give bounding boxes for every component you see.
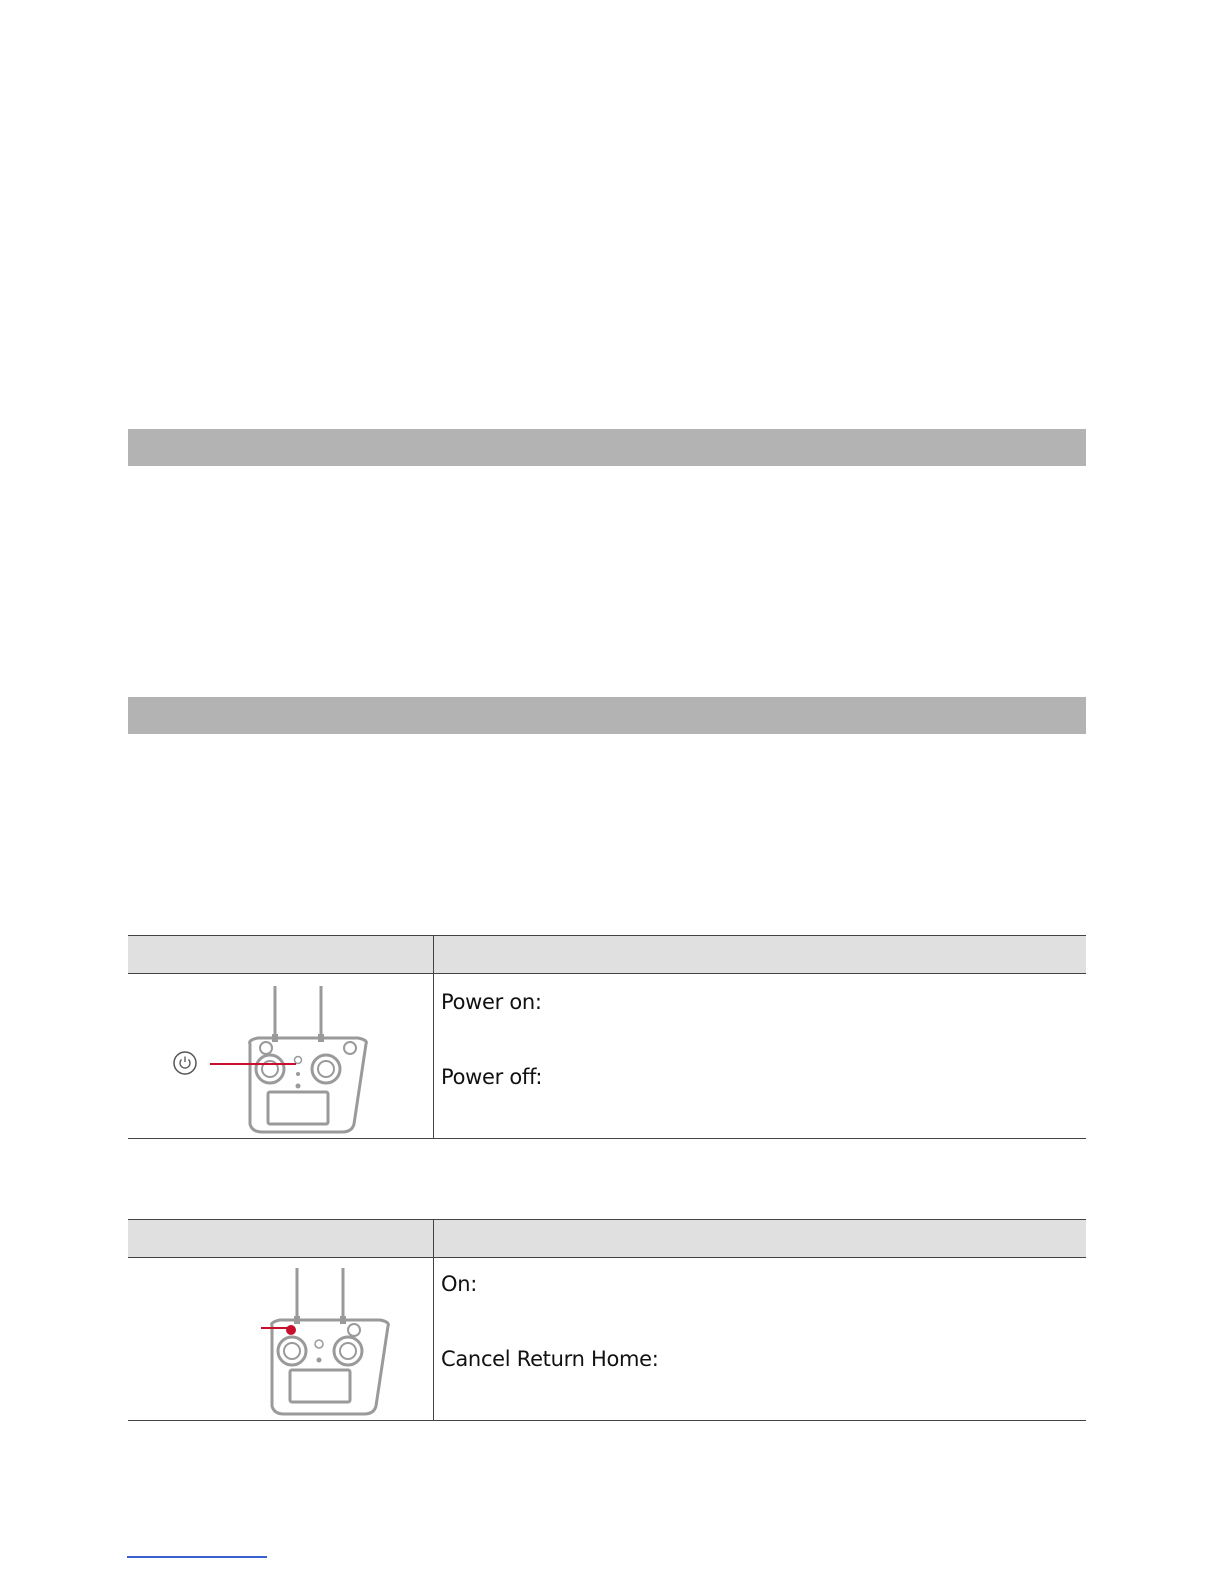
power-button-table [128, 935, 1086, 1139]
power-on-label: Power on: [441, 990, 542, 1014]
table-header-row [128, 1220, 1086, 1258]
antenna-right [340, 1268, 346, 1324]
remote-controller-diagram [128, 1258, 433, 1420]
right-shoulder-dial [348, 1324, 360, 1336]
controller-illustration-cell [128, 974, 434, 1138]
controller-illustration-cell [128, 1258, 434, 1420]
antenna-left [294, 1268, 300, 1324]
description-cell [434, 1258, 1086, 1420]
section-header-bar-1 [128, 429, 1086, 466]
cancel-return-home-label: Cancel Return Home: [441, 1347, 659, 1371]
antenna-left [272, 986, 278, 1042]
left-stick [278, 1337, 306, 1365]
power-icon [174, 1052, 196, 1074]
controller-screen [268, 1092, 328, 1124]
rth-on-label: On: [441, 1272, 478, 1296]
power-button-location [295, 1057, 302, 1064]
table-header-cell-description [434, 1220, 1086, 1257]
table-row [128, 974, 1086, 1138]
controller-screen [290, 1370, 350, 1402]
left-shoulder-dial [260, 1042, 272, 1054]
remote-controller-diagram [128, 974, 433, 1138]
antenna-right [318, 986, 324, 1042]
right-stick [334, 1337, 362, 1365]
power-off-label: Power off: [441, 1065, 543, 1089]
description-cell [434, 974, 1086, 1138]
return-home-button-marker [286, 1325, 296, 1335]
table-header-cell-illustration [128, 1220, 434, 1257]
table-header-row [128, 936, 1086, 974]
footer-link[interactable] [127, 1556, 267, 1558]
left-stick [256, 1055, 284, 1083]
table-row [128, 1258, 1086, 1420]
table-header-cell-illustration [128, 936, 434, 973]
right-shoulder-dial [344, 1042, 356, 1054]
right-stick [312, 1055, 340, 1083]
return-home-table [128, 1219, 1086, 1421]
table-header-cell-description [434, 936, 1086, 973]
section-header-bar-2 [128, 697, 1086, 734]
